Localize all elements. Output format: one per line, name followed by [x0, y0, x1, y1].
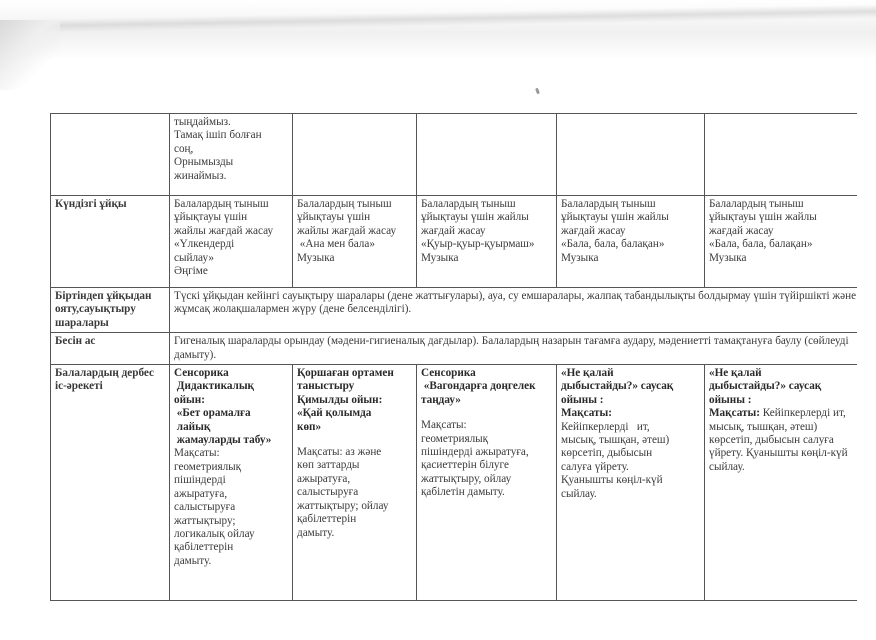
activity-title: «Қай қолымда: [297, 407, 372, 420]
row-label-wakeup: Біртіндеп ұйқыдан ояту,сауықтыру шаралары: [51, 288, 170, 333]
activity-text: көп заттарды: [297, 459, 360, 472]
activity-text: дамыту.: [297, 526, 335, 539]
row-label-nap: Күндізгі ұйқы: [51, 196, 170, 288]
cell-text: ұйықтауы үшін: [297, 211, 371, 224]
cell-text: «Ана мен бала»: [297, 238, 375, 251]
activity-title: жамауларды табу»: [174, 434, 272, 447]
goal-label: Мақсаты:: [709, 407, 760, 420]
cell-text: «Үлкендерді: [174, 238, 235, 251]
row-label-snack: Бесін ас: [51, 333, 170, 365]
cell-text: «Қуыр-қуыр-қуырмаш»: [421, 238, 535, 251]
activity-title: Сенсорика: [421, 367, 476, 380]
cell-text: Балалардың тыныш: [709, 198, 804, 210]
activity-title: «Не қалай: [709, 367, 762, 380]
activity-title: көп»: [297, 420, 322, 433]
scan-speck: [535, 88, 540, 95]
cell-text: жағдай жасау: [709, 224, 774, 237]
cell-fri: [705, 114, 876, 196]
activity-text: жаттықтыру, ойлау: [421, 472, 512, 485]
activity-title: ойын:: [174, 393, 205, 406]
activity-text: мысық, тышқан, әтеш): [561, 434, 670, 447]
scan-right-margin: [857, 100, 876, 640]
activity-text: пішіндерді: [174, 474, 226, 487]
cell-wakeup-text: Түскі ұйқыдан кейінгі сауықтыру шаралары (дене жаттығулары), ауа, су емшаралары, жалпақ табандылықты болдырмау үшін түйіршікті және жұмсақ жолақшалармен жүру (дене белсенділігі).: [170, 288, 876, 333]
table-row-wakeup: [51, 288, 876, 333]
activity-title: Сенсорика: [174, 367, 229, 380]
activity-text: Қуанышты көңіл-күй: [561, 474, 663, 487]
cell-text: Балалардың тыныш: [421, 198, 516, 210]
cell-thu: [557, 196, 705, 288]
cell-fri: [705, 196, 876, 288]
activity-title: Қоршаған ортамен: [297, 367, 394, 380]
cell-text: ұйықтауы үшін жайлы: [709, 211, 817, 224]
cell-wed: [417, 114, 557, 196]
activity-text: ажыратуға,: [297, 472, 351, 485]
activity-text: қабілеттерін: [297, 513, 357, 526]
activity-title: ойыны :: [561, 393, 604, 406]
cell-text: Балалардың тыныш: [561, 198, 656, 210]
cell-text: «Бала, бала, балақан»: [561, 238, 665, 251]
activity-text: пішіндерді ажыратуға,: [421, 446, 529, 459]
activity-text: қабілетін дамыту.: [421, 486, 505, 499]
cell-thu: [557, 114, 705, 196]
activity-text: геометриялық: [421, 432, 489, 445]
scan-corner-shadow: [0, 20, 60, 90]
activity-text: геометриялық: [174, 460, 242, 473]
row-label-activity: Балалардың дербес іс-әрекеті: [51, 365, 170, 601]
spacer: [421, 407, 552, 419]
activity-title: таңдау»: [421, 393, 461, 406]
activity-text: қабілеттерін: [174, 541, 234, 554]
cell-text: жағдай жасау: [421, 224, 486, 237]
cell-snack-text: Гигеналық шараларды орындау (мәдени-гигиеналық дағдылар). Балалардың назарын тағамға аудару, мәдениетті тамақтануға баулу (сөйлеуді дамыту).: [170, 333, 876, 365]
activity-title: «Бет орамалға: [174, 407, 251, 420]
cell-text: сыйлау»: [174, 251, 214, 264]
activity-title: дыбыстайды?» саусақ: [561, 380, 674, 393]
cell-text: жайлы жағдай жасау: [174, 224, 274, 237]
activity-text: көрсетіп, дыбысын: [561, 447, 653, 460]
cell-text: жайлы жағдай жасау: [297, 224, 397, 237]
activity-title: Қимылды ойын:: [297, 393, 383, 406]
cell-mon: [170, 196, 293, 288]
cell-mon: [170, 114, 293, 196]
activity-text: жаттықтыру;: [174, 514, 236, 527]
activity-text: сыйлау.: [561, 487, 597, 500]
cell-text: Музыка: [561, 251, 599, 264]
cell-thu: [557, 365, 705, 601]
cell-text: ұйықтауы үшін жайлы: [561, 211, 669, 224]
activity-title: ойыны :: [709, 393, 752, 406]
activity-title: «Не қалай: [561, 367, 614, 380]
cell-wed: [417, 196, 557, 288]
activity-text: салыстыруға: [297, 486, 359, 499]
spacer: [297, 434, 412, 446]
activity-text: жаттықтыру; ойлау: [297, 499, 389, 512]
cell-text: «Бала, бала, балақан»: [709, 238, 813, 251]
activity-text: Мақсаты:: [421, 419, 467, 432]
daily-plan-table: [50, 113, 876, 601]
table-row-continuation: [51, 114, 876, 196]
activity-title: Дидактикалық: [174, 380, 255, 393]
activity-text: дамыту.: [174, 554, 212, 567]
cell-tue: [293, 196, 417, 288]
table-row-activity: [51, 365, 876, 601]
row-label-empty: [51, 114, 170, 196]
activity-text: Мақсаты:: [174, 447, 220, 460]
activity-text: логикалық ойлау: [174, 527, 255, 540]
goal-text: Кейіпкерлерді ит, мысық, тышқан, әтеш) көрсетіп, дыбысын салуға үйрету. Қуанышты көңіл-күй сыйлау.: [709, 407, 848, 473]
cell-text: Музыка: [297, 251, 335, 264]
cell-text: ұйықтауы үшін жайлы: [421, 211, 529, 224]
activity-text: салыстыруға: [174, 501, 236, 514]
cell-text: Әңгіме: [174, 265, 208, 278]
cell-text: Балалардың тыныш: [297, 198, 392, 210]
cell-text: ұйықтауы үшін: [174, 211, 248, 224]
table-row-nap: [51, 196, 876, 288]
cell-text: Орнымызды: [174, 156, 234, 169]
cell-text: жағдай жасау: [561, 224, 626, 237]
activity-text: салуға үйрету.: [561, 460, 629, 473]
activity-title: дыбыстайды?» саусақ: [709, 380, 822, 393]
activity-title: «Вагондарға доңгелек: [421, 380, 536, 393]
cell-text: Балалардың тыныш: [174, 198, 269, 210]
cell-wed: [417, 365, 557, 601]
cell-text: Музыка: [709, 251, 747, 264]
cell-tue: [293, 365, 417, 601]
activity-text: ажыратуға,: [174, 487, 228, 500]
cell-mon: [170, 365, 293, 601]
activity-title: Мақсаты:: [561, 407, 612, 420]
activity-title: лайық: [174, 420, 211, 433]
cell-text: Тамақ ішіп болған: [174, 129, 262, 142]
table-row-snack: [51, 333, 876, 365]
activity-text: Мақсаты: аз және: [297, 446, 382, 459]
cell-fri: [705, 365, 876, 601]
cell-text: тыңдаймыз.: [174, 116, 231, 128]
cell-tue: [293, 114, 417, 196]
cell-text: соң,: [174, 142, 194, 155]
activity-goal: [709, 407, 876, 474]
activity-title: таныстыру: [297, 380, 355, 393]
activity-text: қасиеттерін білуге: [421, 459, 509, 472]
cell-text: Музыка: [421, 251, 459, 264]
cell-text: жинаймыз.: [174, 169, 227, 182]
activity-text: Кейіпкерлерді ит,: [561, 420, 650, 433]
